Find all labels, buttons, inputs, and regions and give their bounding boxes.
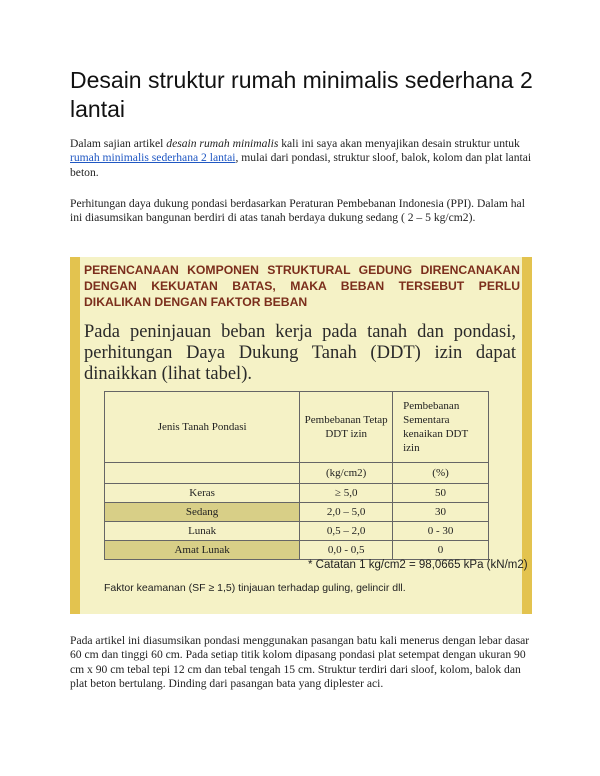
table-row bbox=[105, 541, 489, 560]
figure-left-bar bbox=[70, 257, 80, 614]
row-sementara: 0 - 30 bbox=[393, 522, 489, 541]
figure-heading: PERENCANAAN KOMPONEN STRUKTURAL GEDUNG DIRENCANAKAN DENGAN KEKUATAN BATAS, MAKA BEBAN TERSEBUT PERLU DIKALIKAN DENGAN FAKTOR BEBAN bbox=[84, 263, 520, 309]
intro-paragraph bbox=[70, 137, 540, 180]
article-title: Desain struktur rumah minimalis sederhana 2 lantai bbox=[70, 67, 533, 122]
row-tetap: ≥ 5,0 bbox=[300, 484, 393, 503]
header-pembebanan-tetap: Pembebanan Tetap DDT izin bbox=[300, 392, 393, 463]
ddt-figure bbox=[70, 257, 532, 614]
safety-factor-note: Faktor keamanan (SF ≥ 1,5) tinjauan terhadap guling, gelincir dll. bbox=[104, 582, 406, 594]
row-jenis: Amat Lunak bbox=[105, 541, 300, 560]
figure-lead: Pada peninjauan beban kerja pada tanah dan pondasi, perhitungan Daya Dukung Tanah (DDT) izin dapat dinaikkan (lihat tabel). bbox=[84, 322, 516, 384]
header-jenis-tanah: Jenis Tanah Pondasi bbox=[105, 392, 300, 463]
rumah-minimalis-link[interactable]: rumah minimalis sederhana 2 lantai bbox=[70, 151, 236, 165]
row-tetap: 2,0 – 5,0 bbox=[300, 503, 393, 522]
table-row bbox=[105, 484, 489, 503]
table-header-row bbox=[105, 392, 489, 463]
row-sementara: 0 bbox=[393, 541, 489, 560]
intro-text-3: , mulai dari pondasi, struktur sloof, balok, kolom dan plat lantai beton. bbox=[70, 151, 532, 179]
row-jenis: Keras bbox=[105, 484, 300, 503]
table-row bbox=[105, 503, 489, 522]
row-sementara: 50 bbox=[393, 484, 489, 503]
unit-tetap: (kg/cm2) bbox=[300, 463, 393, 484]
table-units-row bbox=[105, 463, 489, 484]
unit-jenis bbox=[105, 463, 300, 484]
row-jenis: Sedang bbox=[105, 503, 300, 522]
ddt-table bbox=[104, 391, 489, 560]
intro-text-2: kali ini saya akan menyajikan desain struktur untuk bbox=[278, 137, 520, 150]
table-row bbox=[105, 522, 489, 541]
intro-italic: desain rumah minimalis bbox=[166, 137, 279, 150]
row-tetap: 0,5 – 2,0 bbox=[300, 522, 393, 541]
row-tetap: 0,0 - 0,5 bbox=[300, 541, 393, 560]
unit-sementara: (%) bbox=[393, 463, 489, 484]
foundation-paragraph: Pada artikel ini diasumsikan pondasi menggunakan pasangan batu kali menerus dengan lebar dasar 60 cm dan tinggi 60 cm. Pada setiap titik kolom dipasang pondasi plat setempat dengan ukuran 90 cm x 90 cm tebal tepi 12 cm dan tebal tengah 15 cm. Struktur terdiri dari sloof, kolom, balok dan plat beton bertulang. Dinding dari pasangan bata yang diplester aci. bbox=[70, 634, 530, 691]
bearing-capacity-paragraph: Perhitungan daya dukung pondasi berdasarkan Peraturan Pembebanan Indonesia (PPI). Dalam hal ini diasumsikan bangunan berdiri di atas tanah berdaya dukung sedang ( 2 – 5 kg/cm2). bbox=[70, 197, 525, 225]
row-sementara: 30 bbox=[393, 503, 489, 522]
header-pembebanan-sementara: Pembebanan Sementara kenaikan DDT izin bbox=[393, 392, 489, 463]
row-jenis: Lunak bbox=[105, 522, 300, 541]
conversion-note: * Catatan 1 kg/cm2 = 98,0665 kPa (kN/m2) bbox=[308, 559, 528, 571]
intro-text-1: Dalam sajian artikel bbox=[70, 137, 167, 150]
